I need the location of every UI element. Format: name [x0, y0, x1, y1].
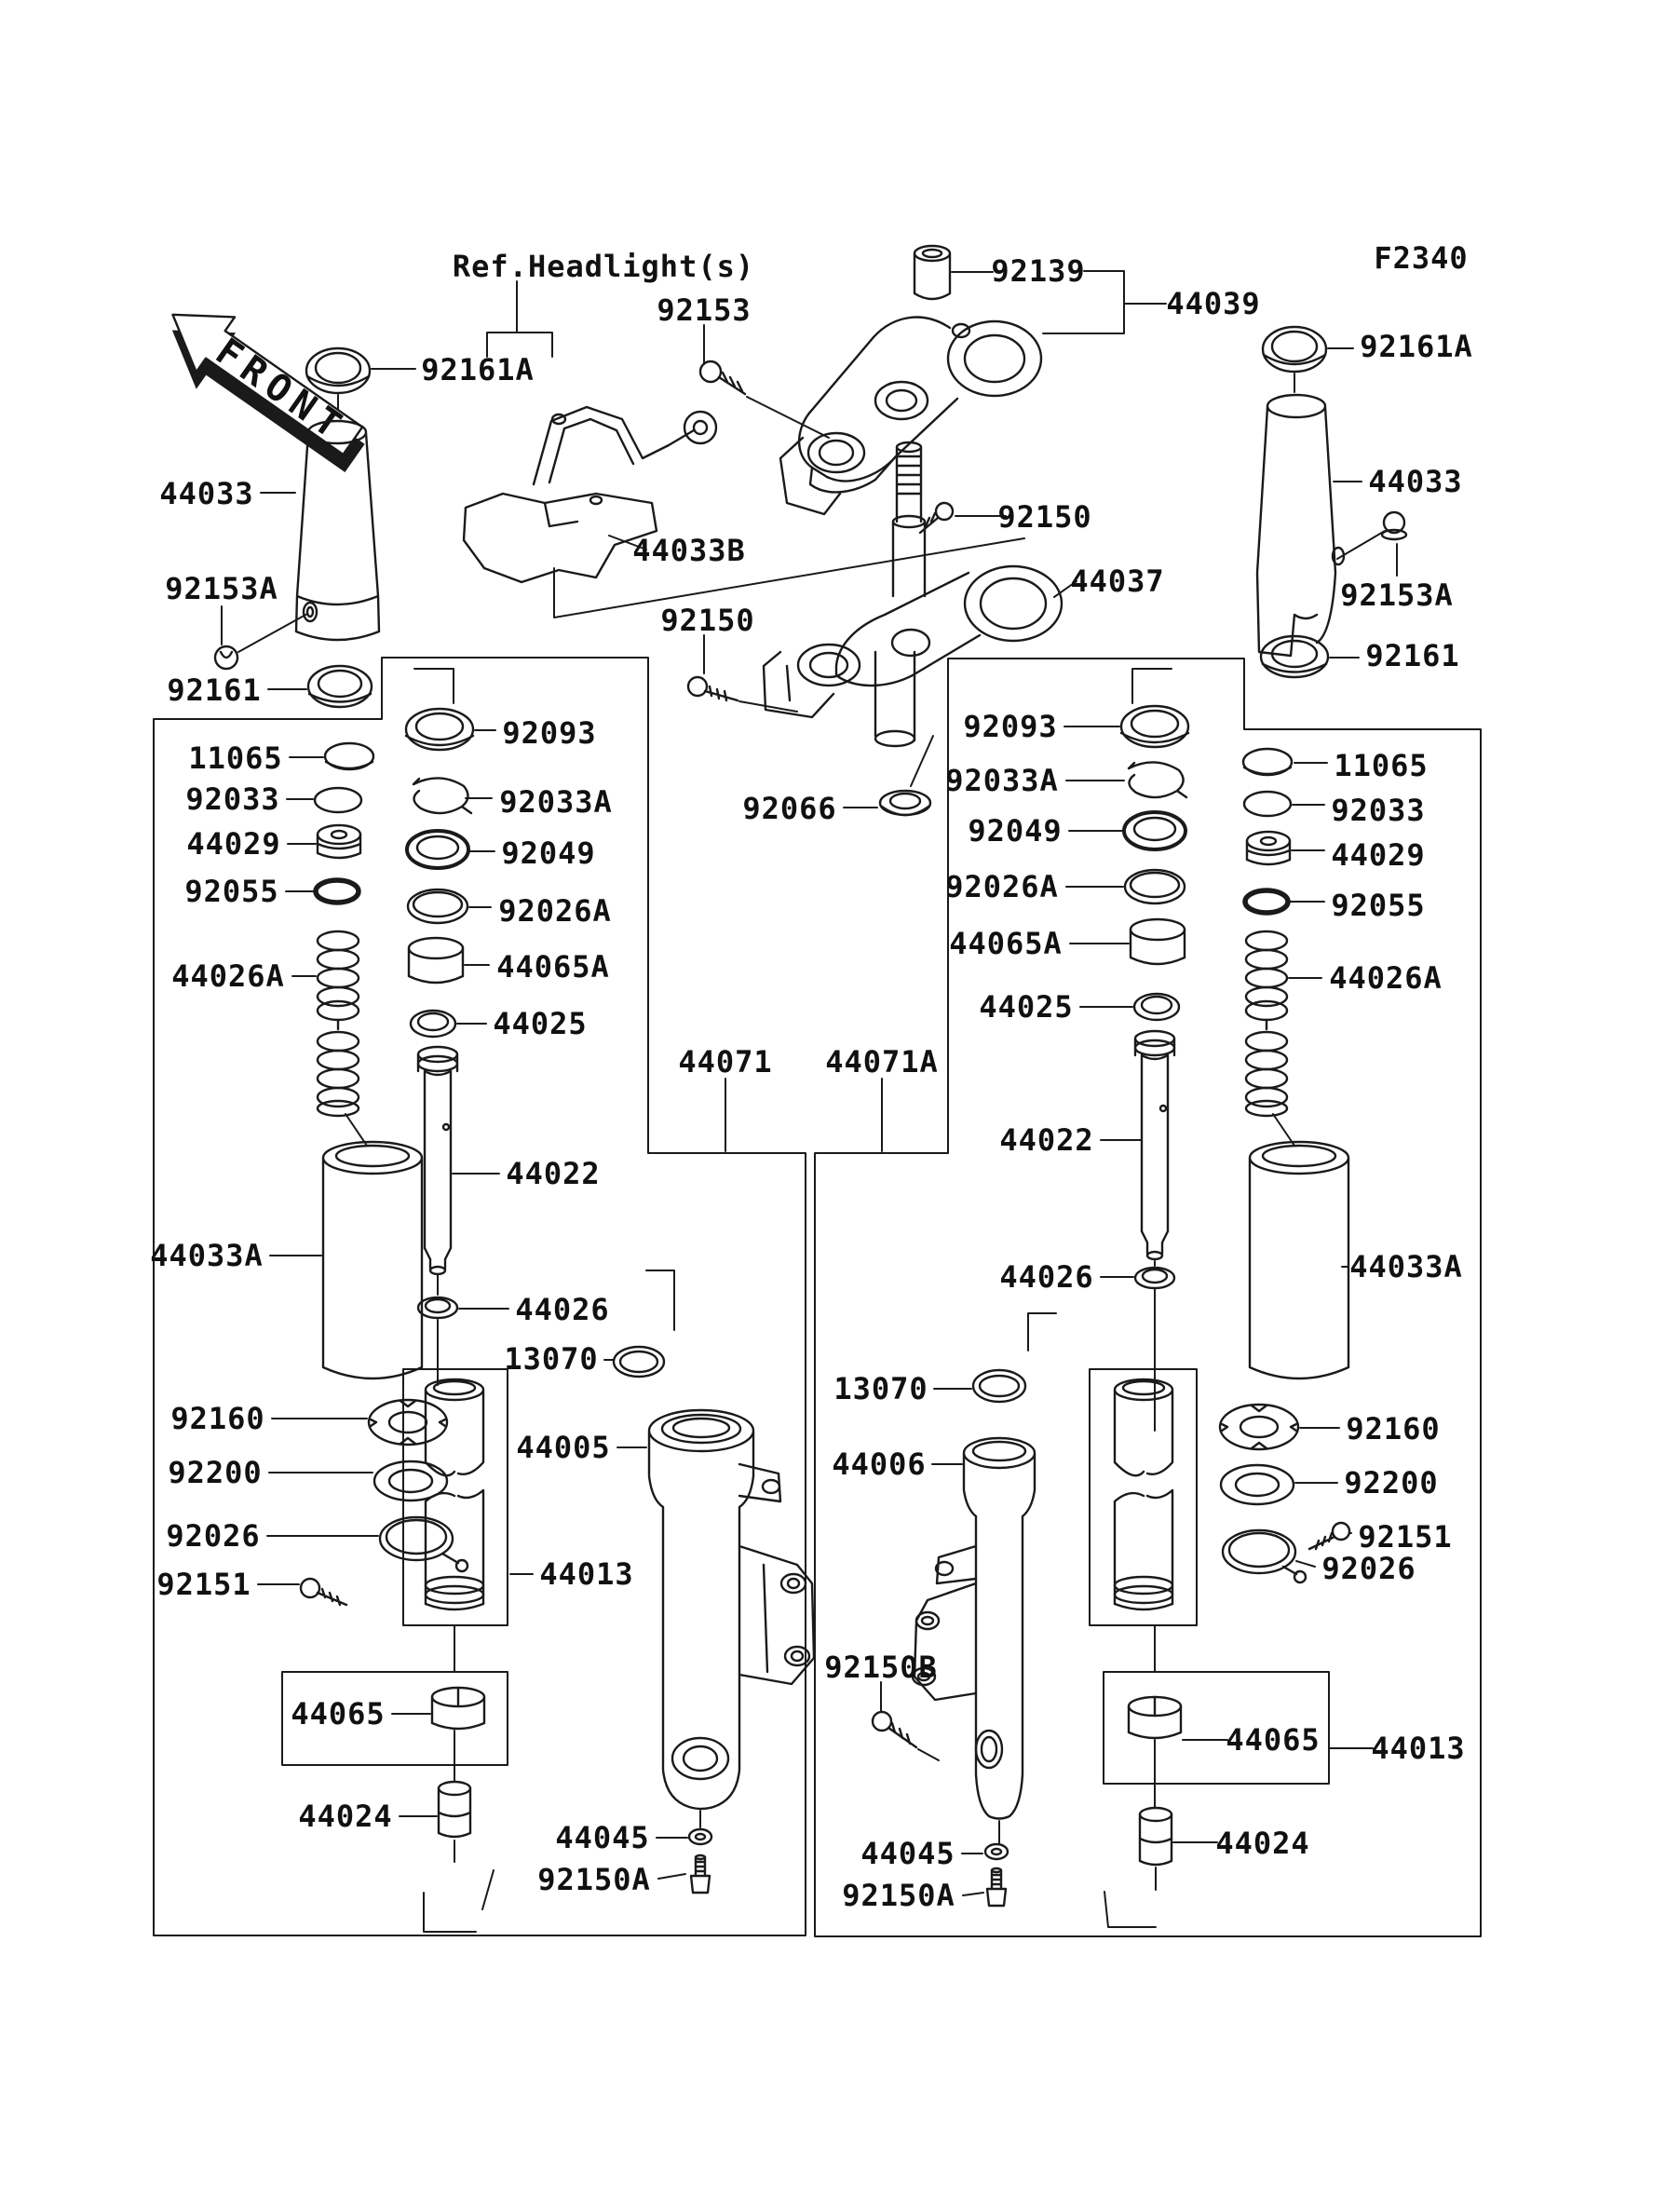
part-label-44026a-left: 44026A [171, 958, 285, 994]
part-label-92200-right: 92200 [1344, 1465, 1439, 1501]
left-lower-hardware [301, 1400, 467, 1605]
part-label-92033-right: 92033 [1331, 793, 1426, 828]
part-label-44024-right: 44024 [1215, 1826, 1310, 1861]
clamp-ring-13070-right [973, 1370, 1025, 1402]
part-label-92153a-right: 92153A [1340, 577, 1454, 613]
steering-stem-44037 [764, 442, 1062, 746]
part-label-92033a-left: 92033A [499, 784, 613, 820]
part-label-44022-right: 44022 [999, 1122, 1094, 1158]
part-label-44065a-left: 44065A [496, 949, 610, 985]
outer-tube-44033a-right [1250, 1142, 1348, 1378]
bolt-92153a-right [1382, 512, 1406, 539]
left-cap-column [315, 743, 373, 903]
part-label-92200-left: 92200 [168, 1455, 263, 1490]
spring-44026a-left [318, 931, 359, 1116]
cap-92066 [880, 791, 930, 815]
bolt-92150a-left [691, 1855, 710, 1893]
screw-92150-right [920, 503, 953, 533]
fork-cover-44033-right [1257, 395, 1344, 656]
part-label-92150-left: 92150 [660, 603, 755, 638]
part-label-44026a-right: 44026A [1329, 960, 1443, 996]
screw-92150b [873, 1712, 916, 1747]
part-label-44071a: 44071A [825, 1044, 939, 1080]
ring-92161-left [308, 666, 372, 707]
part-label-92055-right: 92055 [1331, 888, 1426, 923]
part-label-44006: 44006 [832, 1446, 927, 1482]
part-label-44033a-left: 44033A [150, 1238, 264, 1273]
reference-note: Ref.Headlight(s) [452, 249, 755, 284]
part-label-13070-right: 13070 [833, 1371, 928, 1406]
part-label-44037: 44037 [1070, 564, 1165, 599]
part-label-44065a-right: 44065A [949, 926, 1063, 961]
left-seal-column [406, 709, 473, 1037]
part-label-92055-left: 92055 [184, 874, 279, 909]
part-label-92049-left: 92049 [501, 835, 596, 871]
part-label-44045-right: 44045 [860, 1836, 955, 1871]
part-label-92153: 92153 [657, 292, 752, 328]
part-label-92026a-left: 92026A [498, 893, 612, 929]
part-label-92161-left: 92161 [167, 672, 262, 708]
nut-44045-left [689, 1829, 711, 1844]
part-label-44026-left: 44026 [515, 1292, 610, 1327]
part-label-92026-right: 92026 [1321, 1551, 1416, 1586]
part-label-92150-right: 92150 [997, 499, 1092, 535]
part-label-44005: 44005 [516, 1430, 611, 1465]
part-label-92150a-left: 92150A [537, 1862, 651, 1897]
part-label-92150a-right: 92150A [842, 1878, 955, 1913]
bushing-44024-left [439, 1782, 470, 1837]
part-label-92033a-right: 92033A [945, 763, 1059, 798]
part-label-92161-right: 92161 [1365, 638, 1460, 673]
part-label-44065-left: 44065 [291, 1696, 386, 1731]
part-label-92093-left: 92093 [502, 715, 597, 751]
part-label-44065-right: 44065 [1226, 1722, 1321, 1758]
ring-92161a-right [1263, 327, 1326, 372]
part-label-92160-right: 92160 [1346, 1411, 1441, 1446]
part-label-92151-left: 92151 [156, 1567, 251, 1602]
part-label-92026-left: 92026 [166, 1518, 261, 1554]
inner-tube-44013-right [1115, 1379, 1172, 1609]
ring-92161-right [1261, 636, 1328, 677]
part-label-11065-left: 11065 [188, 740, 283, 776]
part-label-44024-left: 44024 [298, 1799, 393, 1834]
part-label-92160-left: 92160 [170, 1401, 265, 1436]
part-label-44022-left: 44022 [506, 1156, 601, 1191]
damper-rod-44022-right [1135, 1031, 1174, 1288]
front-arrow-text: FRONT [208, 330, 355, 452]
part-label-44013-left: 44013 [539, 1556, 634, 1592]
right-cap-column [1243, 749, 1292, 913]
fork-body-44005 [649, 1410, 814, 1809]
inner-tube-44013-left [426, 1379, 483, 1609]
part-label-44029-right: 44029 [1331, 837, 1426, 873]
part-label-44033a-right: 44033A [1349, 1249, 1463, 1284]
bushing-44065-right [1129, 1697, 1181, 1738]
outer-tube-44033a-left [323, 1142, 422, 1378]
part-label-11065-right: 11065 [1334, 748, 1429, 783]
clamp-ring-13070-left [614, 1347, 664, 1377]
part-label-92153a-left: 92153A [165, 571, 278, 606]
part-label-44025-left: 44025 [493, 1006, 588, 1041]
screw-92153 [700, 361, 745, 394]
ring-92161a-left [306, 348, 370, 393]
part-label-92139: 92139 [991, 253, 1086, 289]
part-label-92033-left: 92033 [185, 781, 280, 817]
bolt-92153a-left [215, 646, 237, 669]
part-label-92026a-right: 92026A [945, 869, 1059, 904]
part-label-44013-right: 44013 [1371, 1731, 1466, 1766]
part-label-44039: 44039 [1166, 286, 1261, 321]
bolt-92150a-right [987, 1868, 1006, 1906]
part-label-44033b: 44033B [632, 533, 746, 568]
part-label-92093-right: 92093 [963, 709, 1058, 744]
spring-44026a-right [1246, 931, 1287, 1116]
part-label-44029-left: 44029 [186, 826, 281, 862]
front-arrow [146, 287, 381, 485]
part-label-92151-right: 92151 [1358, 1519, 1453, 1555]
nut-44045-right [985, 1844, 1008, 1859]
fork-body-44006 [913, 1438, 1035, 1819]
leader-lines [222, 271, 1397, 1932]
part-label-44033-right: 44033 [1368, 464, 1463, 499]
part-label-92161a-right: 92161A [1360, 329, 1473, 364]
part-label-44071: 44071 [678, 1044, 773, 1080]
right-seal-column [1121, 706, 1188, 1020]
part-label-92049-right: 92049 [968, 813, 1063, 849]
bushing-44024-right [1140, 1808, 1172, 1865]
part-label-92066: 92066 [742, 791, 837, 826]
part-label-44025-right: 44025 [979, 989, 1074, 1025]
fiche-code: F2340 [1374, 240, 1469, 276]
screw-92150-left [688, 677, 738, 700]
part-label-13070-left: 13070 [504, 1341, 599, 1377]
part-label-44033-left: 44033 [159, 476, 254, 511]
part-label-92161a-left: 92161A [421, 352, 535, 387]
part-label-44045-left: 44045 [555, 1820, 650, 1855]
bushing-44065-left [432, 1688, 484, 1729]
part-label-44026-right: 44026 [999, 1259, 1094, 1295]
bushing-92139 [915, 246, 950, 299]
part-label-92150b: 92150B [824, 1650, 938, 1685]
